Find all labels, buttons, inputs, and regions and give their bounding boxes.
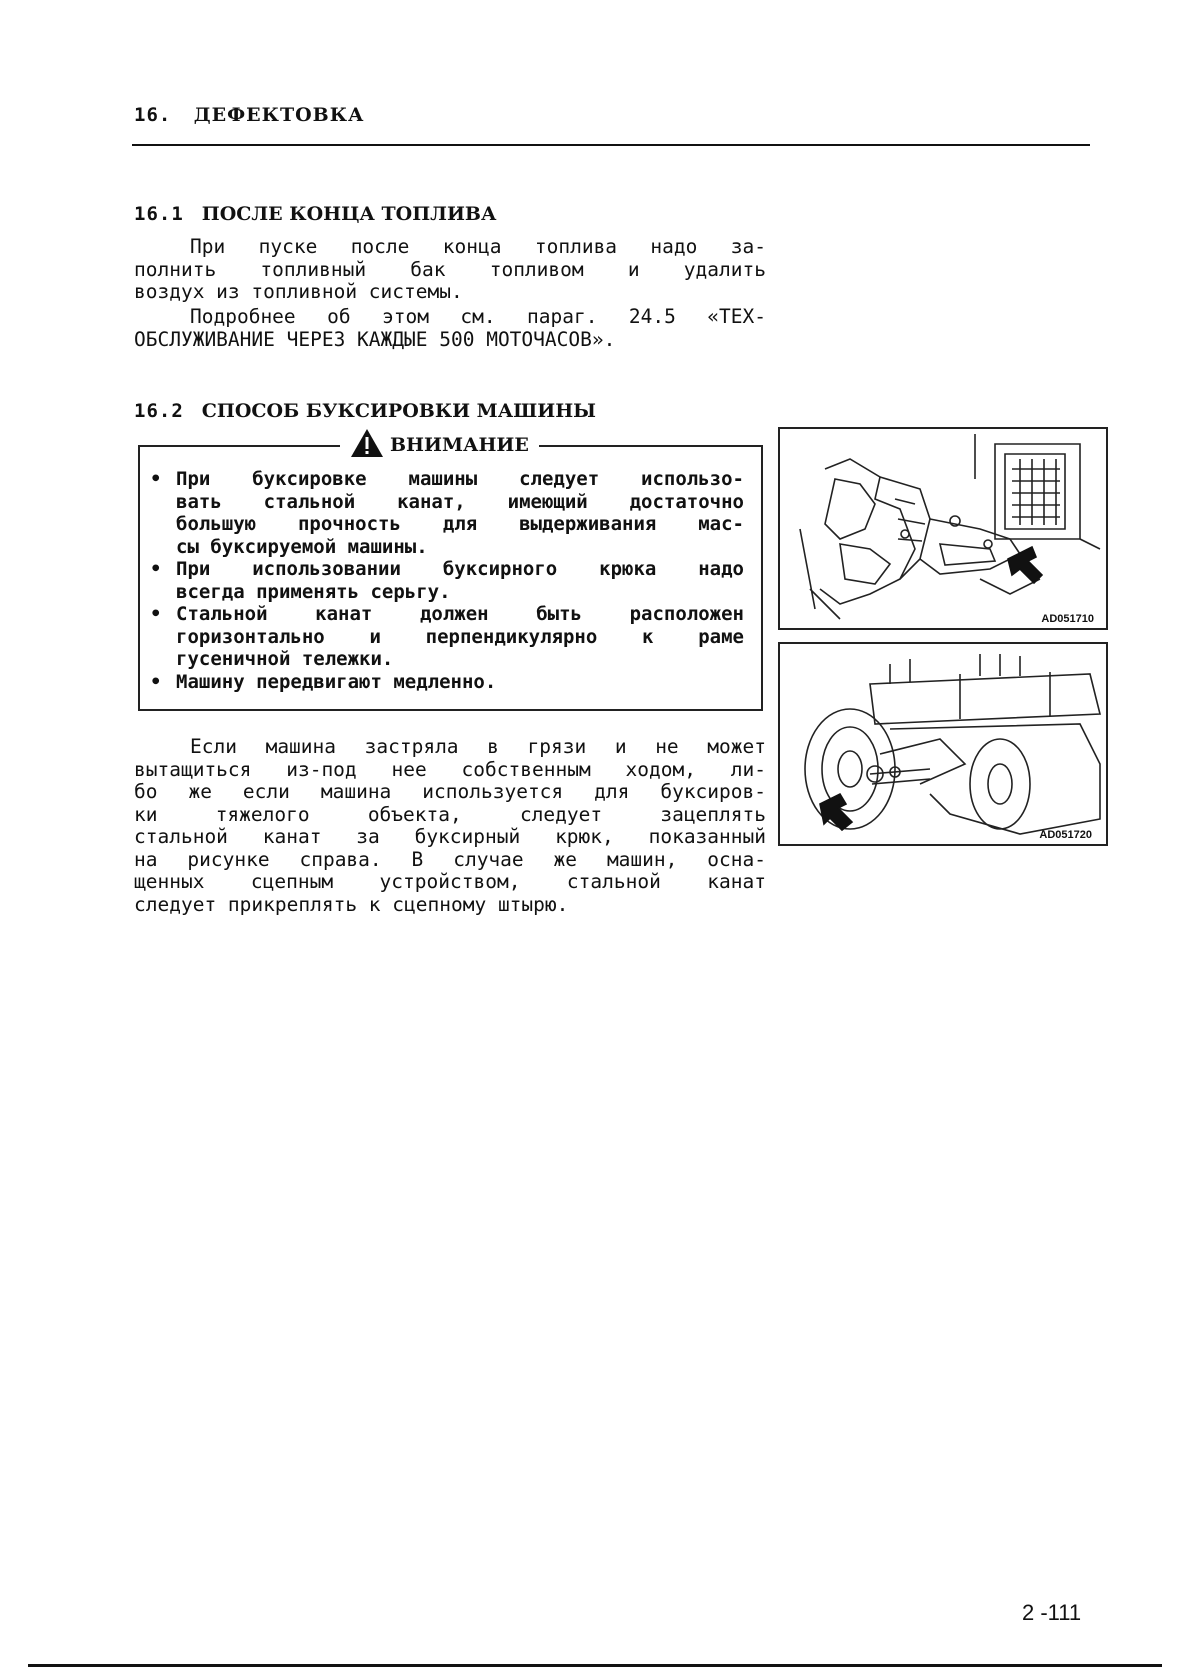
header-section-number: 16. xyxy=(134,104,172,126)
section-title: СПОСОБ БУКСИРОВКИ МАШИНЫ xyxy=(201,400,596,422)
section-16-1-paragraph-1 xyxy=(134,236,766,304)
text-line: на рисунке справа. В случае же машин, осна- xyxy=(134,847,766,871)
text-line: воздух из топливной системы. xyxy=(134,280,463,303)
warning-item xyxy=(148,603,744,671)
tow-hook-rear-illustration xyxy=(780,644,1106,844)
warning-item xyxy=(148,468,744,558)
bullet-icon: • xyxy=(150,468,162,490)
section-number: 16.1 xyxy=(134,203,184,225)
text-line: стальной канат за буксирный крюк, показанный xyxy=(134,825,766,848)
text-line: ОБСЛУЖИВАНИЕ ЧЕРЕЗ КАЖДЫЕ 500 МОТОЧАСОВ». xyxy=(134,327,616,351)
header-section-title: ДЕФЕКТОВКА xyxy=(193,104,365,126)
text-line: вать стальной канат, имеющий достаточно xyxy=(176,490,744,513)
warning-list xyxy=(148,468,744,693)
arrow-pointer-icon xyxy=(820,794,852,830)
arrow-pointer-icon xyxy=(1008,547,1042,583)
text-line: При использовании буксирного крюка надо xyxy=(176,558,744,580)
warning-item xyxy=(148,671,744,694)
text-line: всегда применять серьгу. xyxy=(176,580,451,603)
bullet-icon: • xyxy=(150,558,162,580)
figure-code: AD051710 xyxy=(1041,613,1094,625)
warning-item xyxy=(148,558,744,603)
section-16-1-paragraph-2 xyxy=(134,306,766,351)
section-16-2-paragraph xyxy=(134,736,766,916)
text-line: Если машина застряла в грязи и не может xyxy=(190,735,766,758)
section-number: 16.2 xyxy=(134,400,184,422)
tow-hook-front-illustration xyxy=(780,429,1106,628)
page-header xyxy=(134,104,364,126)
text-line: вытащиться из-под нее собственным ходом, ли- xyxy=(134,757,766,781)
header-divider xyxy=(132,144,1090,146)
warning-label: ВНИМАНИЕ xyxy=(390,434,529,456)
text-line: Машину передвигают медленно. xyxy=(176,670,497,693)
figure-tow-hook-front xyxy=(778,427,1108,630)
warning-header xyxy=(340,428,539,462)
footer-divider xyxy=(28,1664,1162,1667)
text-line: сы буксируемой машины. xyxy=(176,535,428,558)
text-line: При пуске после конца топлива надо за- xyxy=(190,235,766,258)
text-line: Стальной канат должен быть расположен xyxy=(176,603,744,625)
text-line: бо же если машина используется для буксиров- xyxy=(134,780,766,803)
figure-tow-hook-rear xyxy=(778,642,1108,846)
bullet-icon: • xyxy=(150,603,162,625)
text-line: щенных сцепным устройством, стальной канат xyxy=(134,870,766,893)
section-16-1-heading xyxy=(134,203,496,225)
bullet-icon: • xyxy=(150,670,162,693)
figure-code: AD051720 xyxy=(1039,829,1092,841)
text-line: Подробнее об этом см. параг. 24.5 «ТЕХ- xyxy=(190,305,766,328)
text-line: полнить топливный бак топливом и удалить xyxy=(134,257,766,281)
text-line: горизонтально и перпендикулярно к раме xyxy=(176,625,744,648)
text-line: При буксировке машины следует использо- xyxy=(176,468,744,490)
section-16-2-heading xyxy=(134,400,596,422)
text-line: ки тяжелого объекта, следует зацеплять xyxy=(134,802,766,826)
section-title: ПОСЛЕ КОНЦА ТОПЛИВА xyxy=(201,203,497,225)
text-line: гусеничной тележки. xyxy=(176,648,394,670)
warning-triangle-icon xyxy=(350,428,384,462)
text-line: следует прикреплять к сцепному штырю. xyxy=(134,892,569,916)
page-number: 2 -111 xyxy=(1022,1600,1082,1625)
text-line: большую прочность для выдерживания мас- xyxy=(176,513,744,535)
